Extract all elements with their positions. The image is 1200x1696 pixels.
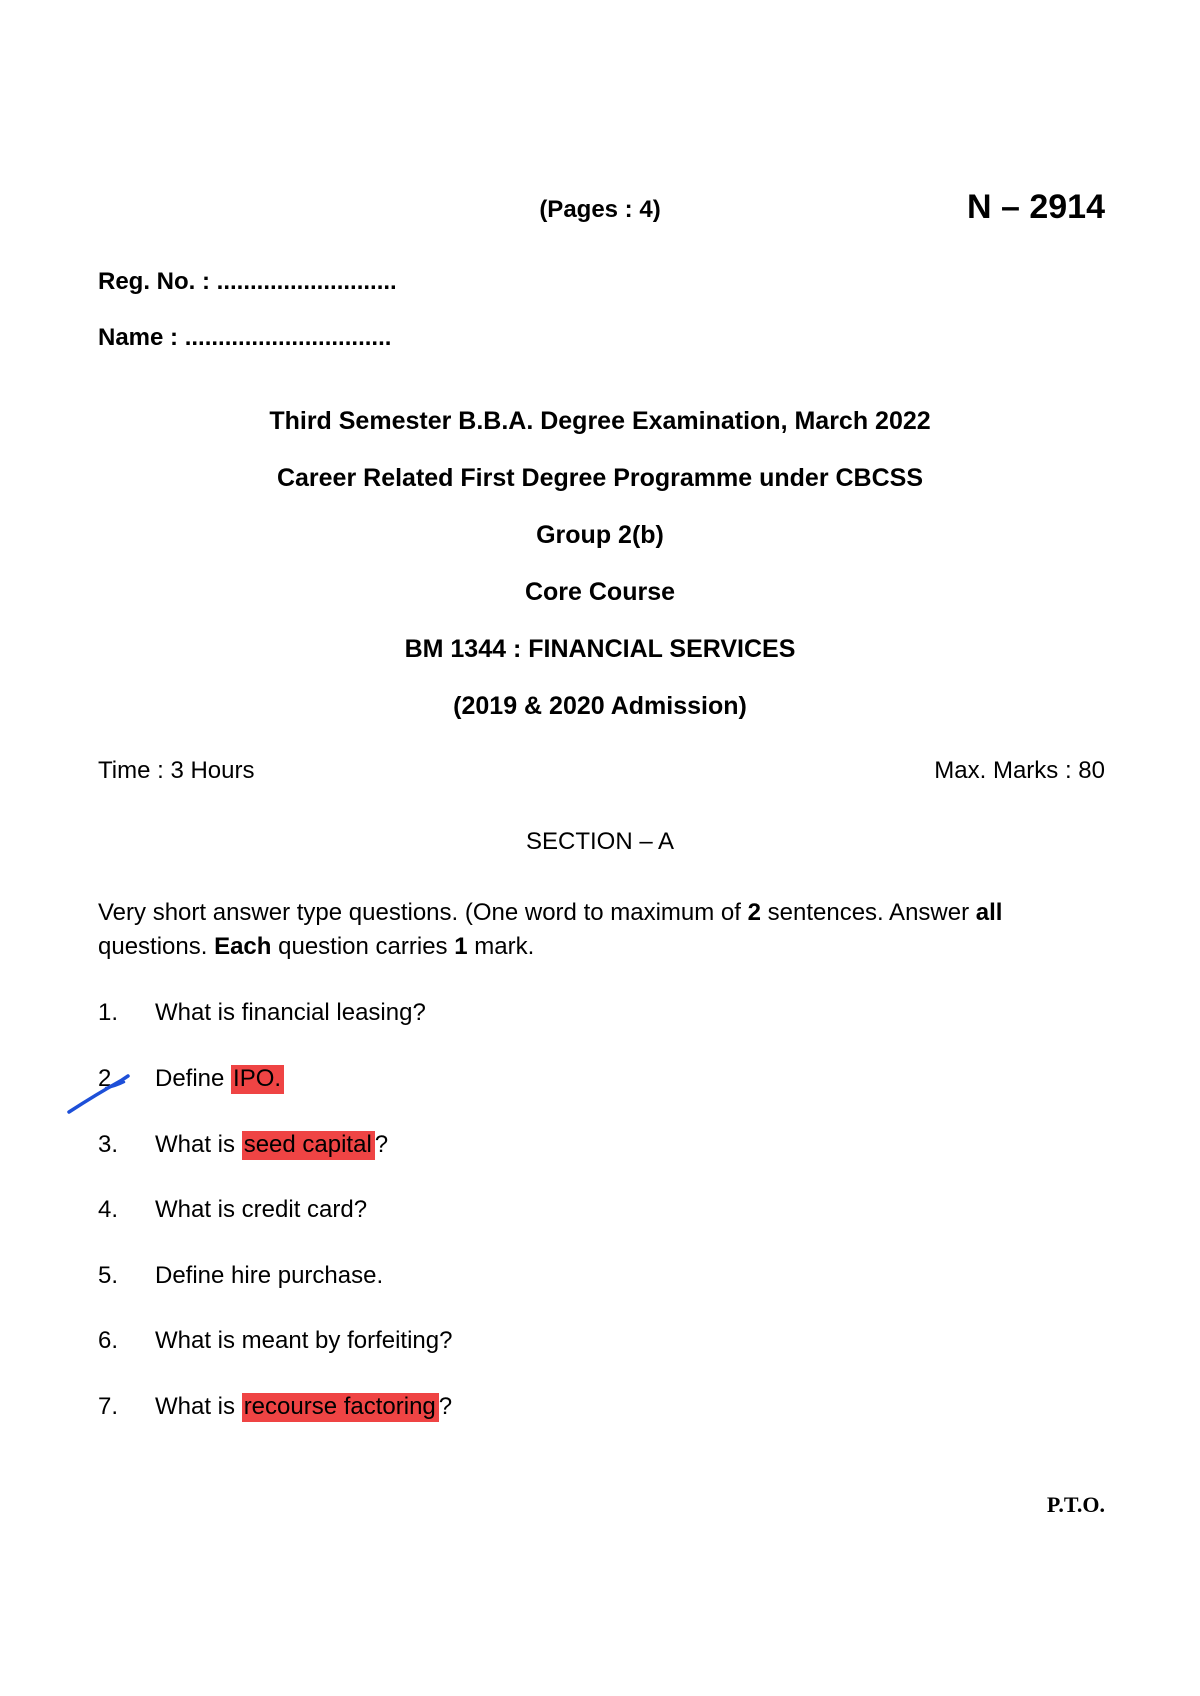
instructions-bold: 2 [747, 899, 761, 926]
highlighted-term: seed capital [242, 1131, 375, 1160]
paper-code: N – 2914 [967, 188, 1105, 226]
admission-title: (2019 & 2020 Admission) [453, 692, 747, 720]
question-number: 3. [98, 1131, 119, 1158]
instructions-text: sentences. Answer [760, 899, 976, 926]
instructions-text: Very short answer type questions. (One word to maximum of [98, 899, 748, 926]
pto-label: P.T.O. [1046, 1492, 1105, 1517]
programme-title: Career Related First Degree Programme under CBCSS [276, 464, 924, 492]
highlighted-term: IPO. [231, 1065, 284, 1094]
instructions-bold: all [975, 899, 1003, 926]
question-number: 5. [98, 1262, 119, 1289]
max-marks: Max. Marks : 80 [934, 757, 1105, 784]
exam-time: Time : 3 Hours [98, 757, 255, 784]
question-number: 2. [98, 1065, 119, 1092]
course-type-title: Core Course [524, 578, 676, 606]
question-number: 1. [98, 999, 119, 1026]
highlighted-term: recourse factoring [242, 1393, 439, 1422]
exam-title: Third Semester B.B.A. Degree Examination, March 2022 [269, 407, 931, 435]
question-text: Define hire purchase. [155, 1262, 384, 1289]
question-text: What is seed capital ? [155, 1131, 389, 1158]
pen-tick-mark-icon [66, 1070, 136, 1116]
question-text: What is recourse factoring ? [155, 1393, 453, 1420]
name-field: Name : ............................... [98, 324, 392, 351]
question-text: What is financial leasing? [155, 999, 426, 1026]
reg-no-field: Reg. No. : ........................... [98, 268, 397, 295]
question-text: What is credit card? [155, 1196, 368, 1223]
instructions-text: question carries [271, 933, 455, 960]
course-code-title: BM 1344 : FINANCIAL SERVICES [404, 635, 796, 663]
section-heading: SECTION – A [525, 828, 675, 855]
question-text: What is meant by forfeiting? [155, 1327, 453, 1354]
group-title: Group 2(b) [536, 521, 664, 549]
question-number: 4. [98, 1196, 119, 1223]
question-text: Define IPO. [155, 1065, 284, 1093]
instructions-bold: 1 [454, 933, 468, 960]
instructions-bold: Each [214, 933, 272, 960]
instructions-text: mark. [467, 933, 535, 960]
pages-count: (Pages : 4) [539, 196, 661, 223]
question-number: 6. [98, 1327, 119, 1354]
section-instructions [98, 896, 1105, 964]
question-number: 7. [98, 1393, 119, 1420]
instructions-text: questions. [98, 933, 215, 960]
